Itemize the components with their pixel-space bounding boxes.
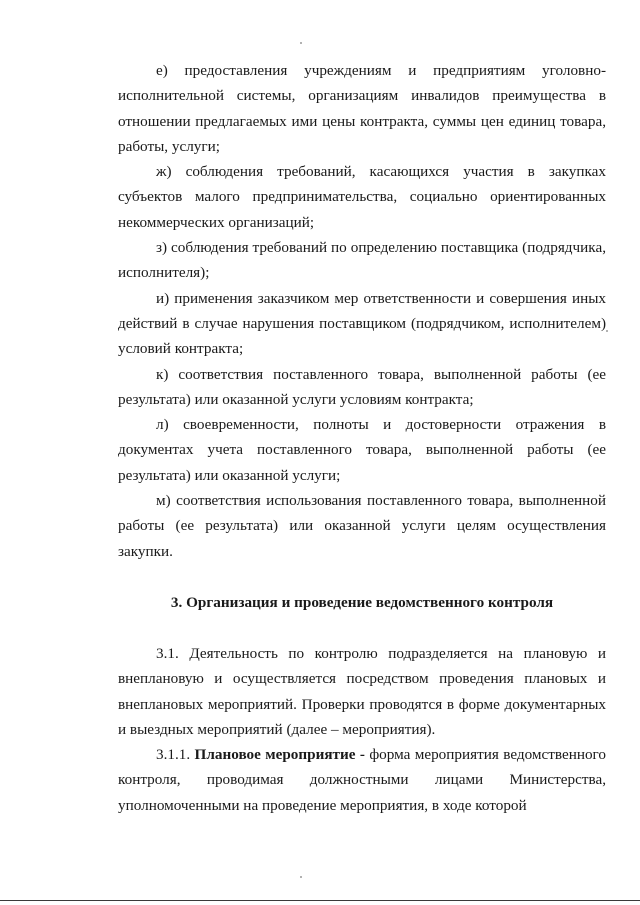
section-heading: 3. Организация и проведение ведомственного контроля xyxy=(170,593,554,611)
list-item-e: е) предоставления учреждениям и предприятиям уголовно-исполнительной системы, организациям инвалидов преимущества в отношении предлагаемых ими цены контракта, суммы цен единиц товара, работы, услуги; xyxy=(118,62,606,155)
definition-text: форма мероприятия ведомственного контроля, проводимая должностными лицами Министерства, уполномоченными на проведение мероприятия, в ходе которой xyxy=(118,746,606,814)
document-body xyxy=(118,58,606,818)
paragraph-number: 3.1.1. xyxy=(156,746,195,764)
list-item-z: з) соблюдения требований по определению поставщика (подрядчика, исполнителя); xyxy=(118,239,606,282)
scan-artifact xyxy=(300,876,302,878)
list-item-zh: ж) соблюдения требований, касающихся участия в закупках субъектов малого предпринимательства, социально ориентированных некоммерческих организаций; xyxy=(118,163,606,231)
paragraph-3-1: 3.1. Деятельность по контролю подразделяется на плановую и внеплановую и осуществляется посредством проведения плановых и внеплановых мероприятий. Проверки проводятся в форме документарных и выездных мероприятий (далее – мероприятия). xyxy=(118,644,606,738)
page-bottom-border xyxy=(0,900,640,901)
term-dash: - xyxy=(355,746,370,764)
list-item-l: л) своевременности, полноты и достоверности отражения в документах учета поставленного товара, выполненной работы (ее результата) или оказанной услуги; xyxy=(118,416,606,484)
list-item-i: и) применения заказчиком мер ответственности и совершения иных действий в случае нарушения поставщиком (подрядчиком, исполнителем) условий контракта; xyxy=(118,289,606,358)
list-item-m: м) соответствия использования поставленного товара, выполненной работы (ее результата) или оказанной услуги целям осуществления закупки. xyxy=(118,492,606,560)
defined-term: Плановое мероприятие xyxy=(194,746,356,764)
paragraph-3-1-1 xyxy=(118,742,606,818)
scan-artifact xyxy=(606,330,608,332)
list-item-k: к) соответствия поставленного товара, выполненной работы (ее результата) или оказанной услуги условиям контракта; xyxy=(118,365,606,408)
scan-artifact xyxy=(300,42,302,44)
